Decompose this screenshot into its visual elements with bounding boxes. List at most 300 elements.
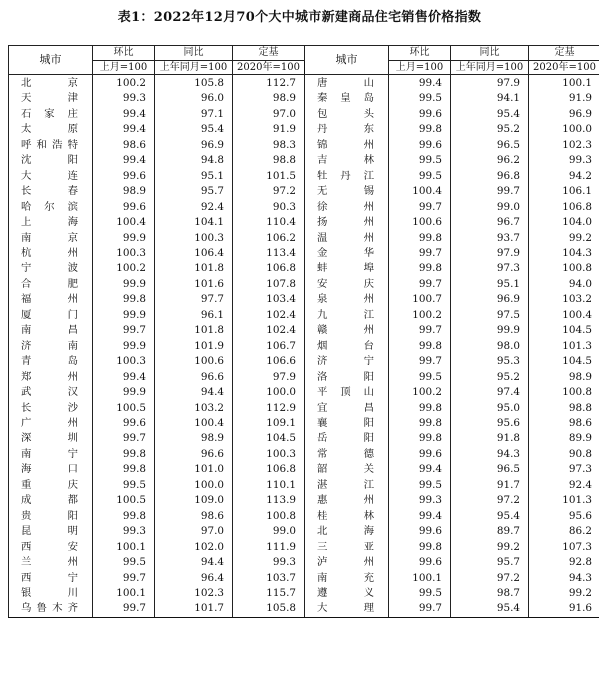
table-row <box>9 478 599 493</box>
city-name: 烟 台 <box>305 339 389 354</box>
mom-index: 100.2 <box>93 261 155 276</box>
yoy-index: 96.0 <box>155 91 233 106</box>
table-row <box>9 370 599 385</box>
yoy-index: 98.0 <box>451 339 529 354</box>
city-name: 昆 明 <box>9 524 93 539</box>
fixed-base-index: 106.8 <box>233 462 305 477</box>
fixed-base-index: 106.8 <box>233 261 305 276</box>
mom-index: 99.4 <box>93 122 155 137</box>
city-name: 三 亚 <box>305 540 389 555</box>
table-row <box>9 261 599 276</box>
mom-index: 99.8 <box>389 416 451 431</box>
mom-index: 99.3 <box>93 91 155 106</box>
mom-header: 环比 <box>389 46 451 61</box>
fixed-base-header: 定基 <box>529 46 599 61</box>
mom-index: 99.9 <box>93 385 155 400</box>
yoy-index: 96.6 <box>155 447 233 462</box>
yoy-index: 97.1 <box>155 107 233 122</box>
mom-index: 99.8 <box>93 509 155 524</box>
city-name: 岳 阳 <box>305 431 389 446</box>
mom-index: 99.9 <box>93 308 155 323</box>
city-name: 包 头 <box>305 107 389 122</box>
mom-index: 99.6 <box>389 524 451 539</box>
yoy-index: 99.9 <box>451 323 529 338</box>
mom-index: 98.6 <box>93 138 155 153</box>
yoy-index: 103.2 <box>155 401 233 416</box>
city-name: 蚌 埠 <box>305 261 389 276</box>
yoy-index: 96.9 <box>451 292 529 307</box>
mom-base: 上月=100 <box>389 61 451 75</box>
mom-index: 99.5 <box>389 169 451 184</box>
yoy-base: 上年同月=100 <box>155 61 233 75</box>
fixed-base-index: 106.6 <box>233 354 305 369</box>
yoy-index: 105.8 <box>155 75 233 92</box>
city-name: 泉 州 <box>305 292 389 307</box>
fixed-base-index: 89.9 <box>529 431 599 446</box>
city-name: 西 安 <box>9 540 93 555</box>
mom-index: 100.2 <box>389 308 451 323</box>
table-row <box>9 416 599 431</box>
city-name: 太 原 <box>9 122 93 137</box>
yoy-index: 96.9 <box>155 138 233 153</box>
yoy-index: 95.7 <box>155 184 233 199</box>
fixed-base-index: 102.4 <box>233 323 305 338</box>
mom-index: 99.9 <box>93 231 155 246</box>
mom-index: 99.7 <box>389 601 451 617</box>
city-name: 贵 阳 <box>9 509 93 524</box>
city-name: 南 充 <box>305 571 389 586</box>
mom-index: 99.4 <box>389 75 451 92</box>
city-name: 南 京 <box>9 231 93 246</box>
yoy-index: 99.0 <box>451 200 529 215</box>
city-name: 济 宁 <box>305 354 389 369</box>
fixed-base-index: 100.3 <box>233 447 305 462</box>
mom-index: 99.6 <box>389 555 451 570</box>
fixed-base-index: 100.1 <box>529 75 599 92</box>
mom-index: 99.8 <box>389 339 451 354</box>
fixed-base-index: 102.4 <box>233 308 305 323</box>
yoy-index: 95.1 <box>451 277 529 292</box>
yoy-index: 98.7 <box>451 586 529 601</box>
yoy-index: 95.2 <box>451 122 529 137</box>
mom-index: 99.8 <box>389 122 451 137</box>
header-row-groups <box>9 46 599 61</box>
mom-index: 99.4 <box>93 107 155 122</box>
yoy-index: 95.2 <box>451 370 529 385</box>
yoy-index: 102.3 <box>155 586 233 601</box>
city-name: 郑 州 <box>9 370 93 385</box>
yoy-index: 95.1 <box>155 169 233 184</box>
city-name: 上 海 <box>9 215 93 230</box>
mom-index: 99.7 <box>389 277 451 292</box>
city-name: 韶 关 <box>305 462 389 477</box>
fixed-base-index: 107.8 <box>233 277 305 292</box>
yoy-index: 100.6 <box>155 354 233 369</box>
yoy-index: 95.4 <box>451 601 529 617</box>
yoy-header: 同比 <box>155 46 233 61</box>
table-row <box>9 246 599 261</box>
mom-base: 上月=100 <box>93 61 155 75</box>
city-name: 大 理 <box>305 601 389 617</box>
yoy-index: 101.6 <box>155 277 233 292</box>
city-name: 北 海 <box>305 524 389 539</box>
mom-index: 100.3 <box>93 246 155 261</box>
fixed-base-index: 98.9 <box>233 91 305 106</box>
city-name: 扬 州 <box>305 215 389 230</box>
mom-index: 99.5 <box>93 478 155 493</box>
yoy-index: 100.4 <box>155 416 233 431</box>
yoy-index: 102.0 <box>155 540 233 555</box>
city-name: 唐 山 <box>305 75 389 92</box>
yoy-index: 95.4 <box>451 509 529 524</box>
yoy-index: 95.0 <box>451 401 529 416</box>
yoy-index: 95.3 <box>451 354 529 369</box>
mom-index: 100.5 <box>93 493 155 508</box>
fixed-base-index: 96.9 <box>529 107 599 122</box>
fixed-base-index: 97.0 <box>233 107 305 122</box>
yoy-index: 109.0 <box>155 493 233 508</box>
table-row <box>9 447 599 462</box>
city-name: 杭 州 <box>9 246 93 261</box>
table-row <box>9 524 599 539</box>
city-name: 平顶山 <box>305 385 389 400</box>
fixed-base-index: 97.3 <box>529 462 599 477</box>
price-index-table <box>8 45 599 618</box>
mom-index: 99.6 <box>93 169 155 184</box>
city-name: 襄 阳 <box>305 416 389 431</box>
fixed-base-index: 113.4 <box>233 246 305 261</box>
table-row <box>9 493 599 508</box>
fixed-base-index: 98.8 <box>529 401 599 416</box>
table-row <box>9 215 599 230</box>
mom-index: 99.6 <box>389 138 451 153</box>
fixed-base-index: 91.6 <box>529 601 599 617</box>
mom-index: 99.6 <box>93 200 155 215</box>
city-name: 重 庆 <box>9 478 93 493</box>
city-name: 温 州 <box>305 231 389 246</box>
table-row <box>9 354 599 369</box>
city-name: 厦 门 <box>9 308 93 323</box>
yoy-index: 98.9 <box>155 431 233 446</box>
mom-index: 99.8 <box>93 462 155 477</box>
mom-index: 99.7 <box>389 323 451 338</box>
city-name: 锦 州 <box>305 138 389 153</box>
table-title: 表1：2022年12月70个大中城市新建商品住宅销售价格指数 <box>117 10 482 25</box>
yoy-index: 91.7 <box>451 478 529 493</box>
city-name: 常 德 <box>305 447 389 462</box>
mom-index: 99.7 <box>93 571 155 586</box>
yoy-index: 97.0 <box>155 524 233 539</box>
city-name: 大 连 <box>9 169 93 184</box>
yoy-index: 95.4 <box>155 122 233 137</box>
mom-index: 99.8 <box>389 540 451 555</box>
yoy-index: 94.4 <box>155 555 233 570</box>
fixed-base-index: 98.3 <box>233 138 305 153</box>
fixed-base-index: 100.8 <box>529 385 599 400</box>
fixed-base-index: 99.2 <box>529 586 599 601</box>
table-row <box>9 231 599 246</box>
fixed-base-index: 103.7 <box>233 571 305 586</box>
fixed-base-index: 112.9 <box>233 401 305 416</box>
fixed-base-index: 98.6 <box>529 416 599 431</box>
city-name: 福 州 <box>9 292 93 307</box>
mom-index: 99.8 <box>389 261 451 276</box>
mom-index: 100.4 <box>93 215 155 230</box>
yoy-index: 96.8 <box>451 169 529 184</box>
yoy-index: 100.0 <box>155 478 233 493</box>
fixed-base-index: 101.3 <box>529 493 599 508</box>
fixed-base-index: 102.3 <box>529 138 599 153</box>
yoy-index: 97.7 <box>155 292 233 307</box>
table-row <box>9 462 599 477</box>
mom-index: 99.6 <box>389 447 451 462</box>
fixed-base-index: 95.6 <box>529 509 599 524</box>
table-row <box>9 153 599 168</box>
mom-index: 99.5 <box>389 91 451 106</box>
fixed-base-index: 90.3 <box>233 200 305 215</box>
fixed-base-index: 104.5 <box>529 354 599 369</box>
fixed-base-index: 109.1 <box>233 416 305 431</box>
table-row <box>9 339 599 354</box>
yoy-index: 96.4 <box>155 571 233 586</box>
yoy-index: 94.8 <box>155 153 233 168</box>
city-name: 牡丹江 <box>305 169 389 184</box>
city-name: 西 宁 <box>9 571 93 586</box>
city-name: 北 京 <box>9 75 93 92</box>
city-name: 合 肥 <box>9 277 93 292</box>
yoy-index: 97.3 <box>451 261 529 276</box>
mom-index: 100.1 <box>93 586 155 601</box>
table-row <box>9 555 599 570</box>
mom-index: 100.4 <box>389 184 451 199</box>
city-name: 泸 州 <box>305 555 389 570</box>
mom-index: 99.8 <box>389 431 451 446</box>
fixed-base-index: 105.8 <box>233 601 305 617</box>
table-row <box>9 571 599 586</box>
yoy-index: 99.7 <box>451 184 529 199</box>
yoy-index: 97.9 <box>451 246 529 261</box>
table-row <box>9 586 599 601</box>
mom-index: 99.8 <box>389 401 451 416</box>
yoy-index: 101.9 <box>155 339 233 354</box>
city-name: 南 昌 <box>9 323 93 338</box>
city-header: 城市 <box>305 46 389 75</box>
mom-index: 99.8 <box>389 231 451 246</box>
yoy-index: 97.9 <box>451 75 529 92</box>
city-name: 桂 林 <box>305 509 389 524</box>
table-row <box>9 540 599 555</box>
fixed-base-index: 97.2 <box>233 184 305 199</box>
table-row <box>9 385 599 400</box>
mom-index: 99.4 <box>93 153 155 168</box>
fixed-base-index: 100.8 <box>529 261 599 276</box>
fixed-base-index: 104.5 <box>233 431 305 446</box>
fixed-base-index: 100.0 <box>529 122 599 137</box>
city-name: 海 口 <box>9 462 93 477</box>
mom-header: 环比 <box>93 46 155 61</box>
yoy-index: 97.2 <box>451 493 529 508</box>
fixed-base-index: 100.0 <box>233 385 305 400</box>
mom-index: 99.9 <box>93 339 155 354</box>
city-name: 无 锡 <box>305 184 389 199</box>
mom-index: 99.7 <box>93 323 155 338</box>
fixed-base-index: 104.3 <box>529 246 599 261</box>
city-name: 南 宁 <box>9 447 93 462</box>
fixed-base-index: 98.8 <box>233 153 305 168</box>
mom-index: 99.3 <box>389 493 451 508</box>
city-name: 遵 义 <box>305 586 389 601</box>
table-row <box>9 509 599 524</box>
city-name: 银 川 <box>9 586 93 601</box>
fixed-base-index: 94.0 <box>529 277 599 292</box>
city-name: 湛 江 <box>305 478 389 493</box>
city-name: 青 岛 <box>9 354 93 369</box>
mom-index: 99.7 <box>93 431 155 446</box>
yoy-index: 106.4 <box>155 246 233 261</box>
mom-index: 99.4 <box>389 462 451 477</box>
yoy-index: 100.3 <box>155 231 233 246</box>
yoy-index: 94.4 <box>155 385 233 400</box>
mom-index: 99.3 <box>93 524 155 539</box>
yoy-header: 同比 <box>451 46 529 61</box>
city-name: 济 南 <box>9 339 93 354</box>
yoy-index: 97.2 <box>451 571 529 586</box>
city-name: 深 圳 <box>9 431 93 446</box>
fixed-base-index: 113.9 <box>233 493 305 508</box>
fixed-base-index: 104.5 <box>529 323 599 338</box>
mom-index: 99.6 <box>389 107 451 122</box>
city-name: 兰 州 <box>9 555 93 570</box>
yoy-index: 96.6 <box>155 370 233 385</box>
city-name: 丹 东 <box>305 122 389 137</box>
yoy-index: 101.0 <box>155 462 233 477</box>
yoy-index: 96.1 <box>155 308 233 323</box>
yoy-index: 91.8 <box>451 431 529 446</box>
mom-index: 99.4 <box>93 370 155 385</box>
city-name: 石家庄 <box>9 107 93 122</box>
fixed-base-index: 91.9 <box>529 91 599 106</box>
fixed-base-index: 112.7 <box>233 75 305 92</box>
yoy-index: 96.2 <box>451 153 529 168</box>
fixed-base-index: 110.4 <box>233 215 305 230</box>
city-name: 九 江 <box>305 308 389 323</box>
mom-index: 99.5 <box>389 586 451 601</box>
yoy-index: 96.5 <box>451 138 529 153</box>
city-name: 成 都 <box>9 493 93 508</box>
table-row <box>9 601 599 617</box>
table-row <box>9 122 599 137</box>
table-row <box>9 200 599 215</box>
city-name: 惠 州 <box>305 493 389 508</box>
fixed-base-index: 106.7 <box>233 339 305 354</box>
fixed-base-index: 100.8 <box>233 509 305 524</box>
yoy-index: 104.1 <box>155 215 233 230</box>
fixed-base-index: 111.9 <box>233 540 305 555</box>
mom-index: 99.7 <box>389 354 451 369</box>
fixed-base-index: 99.2 <box>529 231 599 246</box>
city-name: 呼和浩特 <box>9 138 93 153</box>
mom-index: 99.5 <box>389 370 451 385</box>
city-name: 洛 阳 <box>305 370 389 385</box>
yoy-index: 92.4 <box>155 200 233 215</box>
yoy-index: 95.4 <box>451 107 529 122</box>
table-row <box>9 292 599 307</box>
mom-index: 99.7 <box>93 601 155 617</box>
fixed-base-index: 99.0 <box>233 524 305 539</box>
table-body <box>9 75 599 618</box>
yoy-index: 101.8 <box>155 261 233 276</box>
fixed-base-index: 106.2 <box>233 231 305 246</box>
mom-index: 100.1 <box>93 540 155 555</box>
city-name: 武 汉 <box>9 385 93 400</box>
mom-index: 100.2 <box>93 75 155 92</box>
table-row <box>9 169 599 184</box>
mom-index: 99.8 <box>93 292 155 307</box>
yoy-index: 99.2 <box>451 540 529 555</box>
yoy-index: 95.7 <box>451 555 529 570</box>
fixed-base-index: 100.4 <box>529 308 599 323</box>
city-name: 安 庆 <box>305 277 389 292</box>
table-row <box>9 401 599 416</box>
fixed-base-index: 98.9 <box>529 370 599 385</box>
table-row <box>9 91 599 106</box>
mom-index: 99.5 <box>389 153 451 168</box>
fixed-base-index: 106.8 <box>529 200 599 215</box>
city-name: 哈尔滨 <box>9 200 93 215</box>
fixed-base-index: 110.1 <box>233 478 305 493</box>
yoy-index: 89.7 <box>451 524 529 539</box>
city-name: 赣 州 <box>305 323 389 338</box>
yoy-index: 96.5 <box>451 462 529 477</box>
fixed-base-index: 99.3 <box>529 153 599 168</box>
yoy-index: 96.7 <box>451 215 529 230</box>
fixed-base-index: 106.1 <box>529 184 599 199</box>
yoy-index: 98.6 <box>155 509 233 524</box>
mom-index: 99.9 <box>93 277 155 292</box>
mom-index: 99.7 <box>389 246 451 261</box>
fixed-base: 2020年=100 <box>233 61 305 75</box>
header-row-bases <box>9 61 599 75</box>
fixed-base-index: 86.2 <box>529 524 599 539</box>
yoy-index: 94.3 <box>451 447 529 462</box>
fixed-base-index: 104.0 <box>529 215 599 230</box>
yoy-index: 101.7 <box>155 601 233 617</box>
yoy-base: 上年同月=100 <box>451 61 529 75</box>
fixed-base: 2020年=100 <box>529 61 599 75</box>
mom-index: 100.2 <box>389 385 451 400</box>
city-name: 沈 阳 <box>9 153 93 168</box>
fixed-base-index: 92.4 <box>529 478 599 493</box>
yoy-index: 94.1 <box>451 91 529 106</box>
city-name: 金 华 <box>305 246 389 261</box>
mom-index: 100.1 <box>389 571 451 586</box>
city-name: 宜 昌 <box>305 401 389 416</box>
fixed-base-index: 107.3 <box>529 540 599 555</box>
table-row <box>9 323 599 338</box>
city-name: 徐 州 <box>305 200 389 215</box>
yoy-index: 97.5 <box>451 308 529 323</box>
mom-index: 98.9 <box>93 184 155 199</box>
fixed-base-index: 99.3 <box>233 555 305 570</box>
fixed-base-index: 115.7 <box>233 586 305 601</box>
mom-index: 99.8 <box>93 447 155 462</box>
fixed-base-index: 97.9 <box>233 370 305 385</box>
city-name: 广 州 <box>9 416 93 431</box>
yoy-index: 97.4 <box>451 385 529 400</box>
yoy-index: 93.7 <box>451 231 529 246</box>
city-name: 宁 波 <box>9 261 93 276</box>
city-name: 长 沙 <box>9 401 93 416</box>
